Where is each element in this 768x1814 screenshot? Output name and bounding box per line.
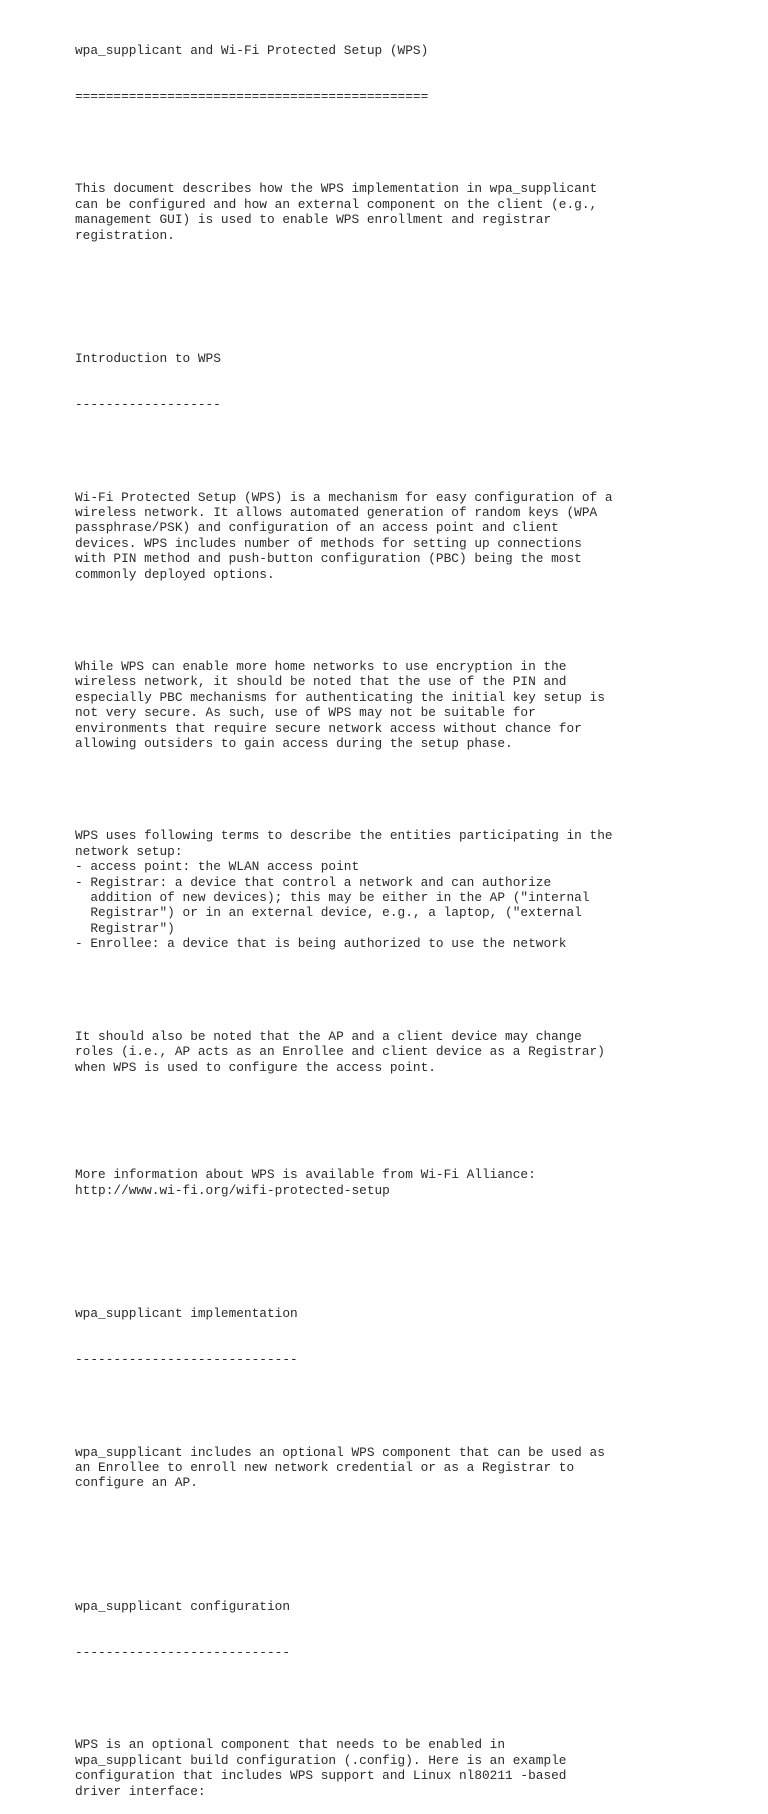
spacer bbox=[75, 1398, 755, 1413]
spacer bbox=[75, 1522, 755, 1553]
paragraph-implementation: wpa_supplicant includes an optional WPS component that can be used as an Enrollee to enroll new network credential or as a Registrar to configure an AP. bbox=[75, 1444, 605, 1491]
section-heading-intro-wps: Introduction to WPS bbox=[75, 350, 221, 366]
paragraph-wps-terms: WPS uses following terms to describe the entities participating in the network setup: - access point: the WLAN access point - Registrar: a device that control a network and can authorize addition of new devices); this may be either in the AP ("internal Registrar") or in an external device, e.g., a laptop, ("external Registrar") - Enrollee: a device that is being authorized to use the network bbox=[75, 828, 613, 952]
spacer bbox=[75, 135, 755, 150]
spacer bbox=[75, 782, 755, 797]
spacer bbox=[75, 443, 755, 458]
section-rule-implementation: ----------------------------- bbox=[75, 1352, 298, 1368]
paragraph-roles: It should also be noted that the AP and a client device may change roles (i.e., AP acts as an Enrollee and client device as a Registrar) when WPS is used to configure the access point. bbox=[75, 1028, 605, 1075]
paragraph-more-info: More information about WPS is available from Wi-Fi Alliance: http://www.wi-fi.org/wifi-protected-setup bbox=[75, 1167, 536, 1198]
doc-title: wpa_supplicant and Wi-Fi Protected Setup (WPS) bbox=[75, 42, 429, 58]
spacer bbox=[75, 983, 755, 998]
spacer bbox=[75, 1691, 755, 1706]
intro-paragraph: This document describes how the WPS implementation in wpa_supplicant can be configured and how an external component on the client (e.g., management GUI) is used to enable WPS enrollment and registrar registration. bbox=[75, 181, 598, 243]
section-heading-configuration: wpa_supplicant configuration bbox=[75, 1598, 291, 1614]
section-rule-configuration: ---------------------------- bbox=[75, 1644, 291, 1660]
spacer bbox=[75, 1229, 755, 1260]
section-heading-implementation: wpa_supplicant implementation bbox=[75, 1306, 298, 1321]
spacer bbox=[75, 274, 755, 305]
doc-title-rule: ============================================== bbox=[75, 89, 429, 105]
section-rule-intro-wps: ------------------- bbox=[75, 397, 221, 413]
paragraph-configuration: WPS is an optional component that needs to be enabled in wpa_supplicant build configuration (.config). Here is an example configuration that includes WPS support and Linux nl80211 -based driver interface: bbox=[75, 1737, 567, 1799]
spacer bbox=[75, 613, 755, 628]
document-body bbox=[75, 12, 755, 1814]
paragraph-wps-definition: Wi-Fi Protected Setup (WPS) is a mechanism for easy configuration of a wireless network. It allows automated generation of random keys (WPA passphrase/PSK) and configuration of an access point and client devices. WPS includes number of methods for setting up connections with PIN method and push-button configuration (PBC) being the most commonly deployed options. bbox=[75, 489, 613, 582]
spacer bbox=[75, 1106, 755, 1137]
paragraph-wps-security: While WPS can enable more home networks to use encryption in the wireless network, it should be noted that the use of the PIN and especially PBC mechanisms for authenticating the initial key setup is not very secure. As such, use of WPS may not be suitable for environments that require secure network access without chance for allowing outsiders to gain access during the setup phase. bbox=[75, 659, 605, 752]
